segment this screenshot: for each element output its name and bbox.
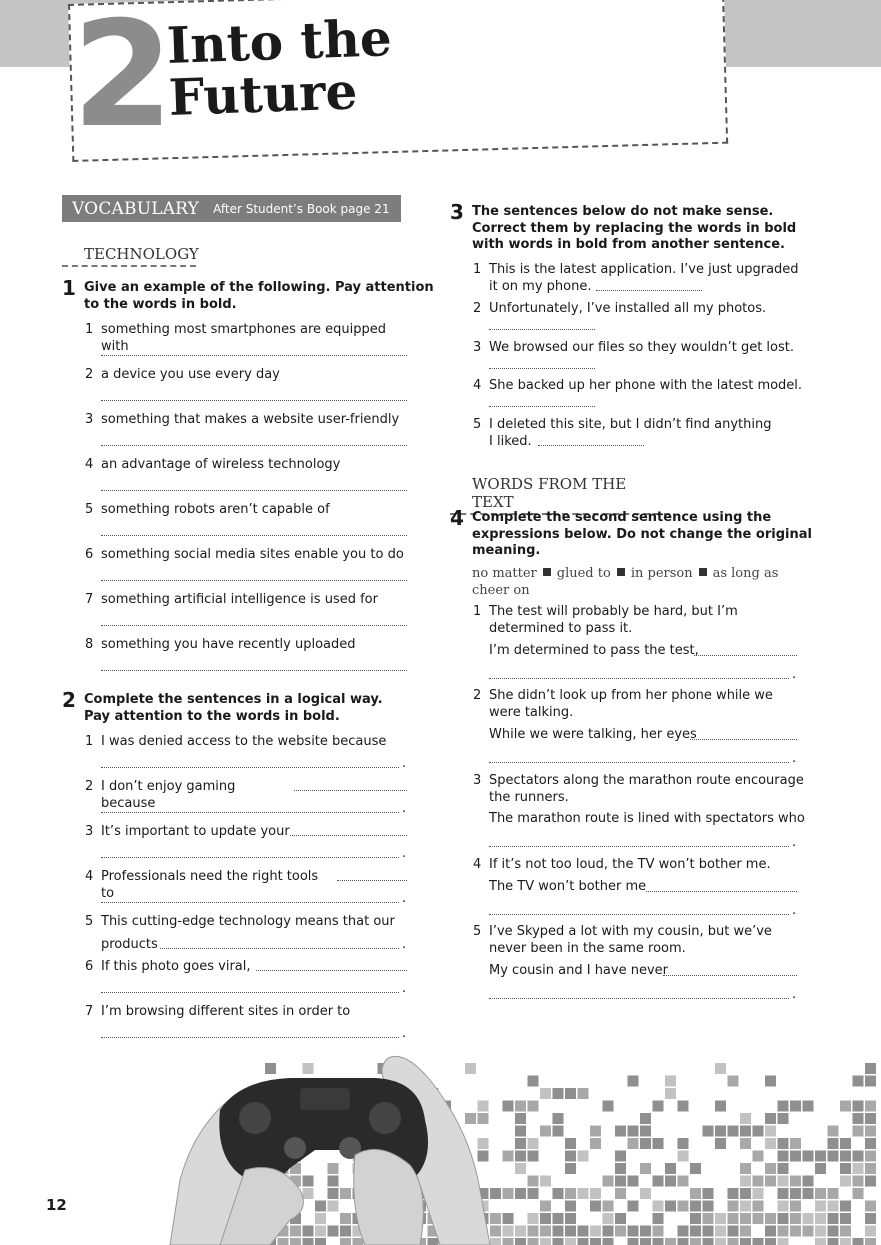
ex3-item-3 xyxy=(473,340,813,357)
item-number: 5 xyxy=(85,914,94,929)
expression: cheer on xyxy=(472,583,530,598)
answer-line[interactable] xyxy=(101,670,407,671)
expression: as long as xyxy=(712,566,779,581)
answer-line[interactable] xyxy=(489,762,789,763)
item-text: never been in the same room. xyxy=(489,940,686,956)
item-prompt: The marathon route is lined with spectators who xyxy=(489,811,805,826)
ex4-prompt-1 xyxy=(489,643,699,660)
answer-line[interactable] xyxy=(101,535,407,536)
exercise-number: 3 xyxy=(450,200,464,224)
ex4-prompt-4 xyxy=(489,879,649,896)
subhead-technology-text: TECHNOLOGY xyxy=(84,245,199,263)
section-reference: After Student’s Book page 21 xyxy=(213,201,390,216)
ex1-item-4 xyxy=(85,457,415,474)
item-number: 7 xyxy=(85,1004,94,1019)
item-prompt: The TV won’t bother me xyxy=(489,879,647,894)
instruction-line: expressions below. Do not change the original xyxy=(472,526,812,542)
item-number: 1 xyxy=(85,322,94,337)
item-number: 5 xyxy=(473,924,482,939)
item-text: an advantage of wireless technology xyxy=(101,457,341,472)
item-number: 2 xyxy=(85,779,94,794)
answer-line[interactable] xyxy=(290,835,407,836)
ex4-item-4 xyxy=(473,857,813,874)
item-number: 4 xyxy=(85,869,94,884)
item-number: 2 xyxy=(473,688,482,703)
exercise-number: 2 xyxy=(62,688,76,712)
expression-box xyxy=(472,565,802,599)
item-text: a device you use every day xyxy=(101,367,280,382)
item-text: it on my phone. xyxy=(489,278,592,294)
answer-line[interactable] xyxy=(489,846,789,847)
item-text: The test will probably be hard, but I’m xyxy=(489,604,738,619)
item-number: 7 xyxy=(85,592,94,607)
item-text: determined to pass it. xyxy=(489,620,633,636)
ex1-item-8 xyxy=(85,637,415,654)
answer-line[interactable] xyxy=(101,1037,399,1038)
ex2-item-1 xyxy=(85,734,415,751)
instruction-line: to the words in bold. xyxy=(84,296,237,312)
expression: glued to xyxy=(556,566,611,581)
ex2-item-7 xyxy=(85,1004,415,1021)
instruction-line: The sentences below do not make sense. xyxy=(472,204,774,219)
answer-line[interactable] xyxy=(694,655,797,656)
item-text: I’ve Skyped a lot with my cousin, but we’ve xyxy=(489,924,772,939)
answer-line[interactable] xyxy=(101,580,407,581)
item-number: 3 xyxy=(473,773,482,788)
answer-line[interactable] xyxy=(256,970,407,971)
item-text: products xyxy=(101,937,158,952)
ex1-item-7 xyxy=(85,592,415,609)
subhead-technology xyxy=(62,245,199,267)
item-text: Professionals need the right tools to xyxy=(101,869,319,901)
answer-line[interactable] xyxy=(101,857,399,858)
expression: in person xyxy=(630,566,693,581)
square-bullet-icon xyxy=(543,568,551,576)
exercise-2-header xyxy=(62,688,383,725)
instruction-line: Give an example of the following. Pay attention xyxy=(84,280,434,295)
ex4-prompt-3 xyxy=(489,811,809,828)
item-number: 3 xyxy=(85,824,94,839)
item-text: This cutting-edge technology means that our xyxy=(101,914,395,929)
instruction-line: Complete the second sentence using the xyxy=(472,510,772,525)
ex1-item-3 xyxy=(85,412,415,429)
item-number: 4 xyxy=(473,857,482,872)
item-number: 4 xyxy=(85,457,94,472)
answer-line[interactable] xyxy=(596,290,702,291)
answer-line[interactable] xyxy=(294,790,407,791)
subhead-words-from-text xyxy=(450,475,670,515)
ex2-item-4 xyxy=(85,869,335,902)
ex1-item-2 xyxy=(85,367,415,384)
item-text: something social media sites enable you to do xyxy=(101,547,404,562)
ex2-item-3 xyxy=(85,824,290,841)
answer-line[interactable] xyxy=(101,812,399,813)
item-number: 6 xyxy=(85,547,94,562)
answer-line[interactable] xyxy=(489,406,595,407)
exercise-instruction xyxy=(84,280,434,313)
item-number: 6 xyxy=(85,959,94,974)
ex1-item-5 xyxy=(85,502,415,519)
item-text: something robots aren’t capable of xyxy=(101,502,330,517)
answer-line[interactable] xyxy=(690,739,797,740)
section-label: VOCABULARY xyxy=(72,198,200,219)
unit-title xyxy=(165,8,394,127)
subhead-words-text: WORDS FROM THE TEXT xyxy=(472,475,627,511)
answer-line[interactable] xyxy=(101,400,407,401)
item-number: 3 xyxy=(85,412,94,427)
answer-line[interactable] xyxy=(489,998,789,999)
answer-line[interactable] xyxy=(663,975,797,976)
item-text: were talking. xyxy=(489,704,574,720)
square-bullet-icon xyxy=(699,568,707,576)
item-text: She backed up her phone with the latest model. xyxy=(489,378,803,393)
instruction-line: with words in bold from another sentence. xyxy=(472,237,785,252)
ex2-item-5-cont xyxy=(101,937,161,954)
exercise-instruction xyxy=(84,692,383,725)
answer-line[interactable] xyxy=(101,767,399,768)
item-prompt: While we were talking, her eyes xyxy=(489,727,697,742)
ex3-item-4 xyxy=(473,378,813,395)
unit-number: 2 xyxy=(72,0,168,160)
item-text: I’m browsing different sites in order to xyxy=(101,1004,351,1019)
page-number: 12 xyxy=(46,1196,67,1214)
answer-line[interactable] xyxy=(101,902,399,903)
item-text: If it’s not too loud, the TV won’t bother me. xyxy=(489,857,771,872)
item-number: 8 xyxy=(85,637,94,652)
item-text: We browsed our files so they wouldn’t get lost. xyxy=(489,340,795,355)
item-text: This is the latest application. I’ve just upgraded xyxy=(489,262,799,277)
item-text: I don’t enjoy gaming because xyxy=(101,779,236,811)
game-controller-photo-icon xyxy=(150,1040,510,1245)
square-bullet-icon xyxy=(617,568,625,576)
ex4-item-2 xyxy=(473,688,813,721)
item-text: I deleted this site, but I didn’t find anything xyxy=(489,417,772,432)
item-text: If this photo goes viral, xyxy=(101,959,251,974)
ex2-item-6 xyxy=(85,959,260,976)
answer-line[interactable] xyxy=(160,948,399,949)
exercise-instruction xyxy=(472,204,796,254)
item-text: I was denied access to the website because xyxy=(101,734,387,749)
instruction-line: Pay attention to the words in bold. xyxy=(84,708,340,724)
answer-line[interactable] xyxy=(101,992,399,993)
item-text: something artificial intelligence is used for xyxy=(101,592,378,607)
item-prompt: I’m determined to pass the test, xyxy=(489,643,699,658)
instruction-line: Complete the sentences in a logical way. xyxy=(84,692,383,707)
item-number: 5 xyxy=(473,417,482,432)
item-number: 1 xyxy=(473,604,482,619)
answer-line[interactable] xyxy=(646,891,797,892)
item-number: 5 xyxy=(85,502,94,517)
expression: no matter xyxy=(472,566,537,581)
exercise-3-header xyxy=(450,200,797,254)
item-number: 1 xyxy=(85,734,94,749)
exercise-instruction xyxy=(472,510,812,560)
unit-title-line2: Future xyxy=(167,61,359,127)
item-text: It’s important to update your xyxy=(101,824,290,839)
exercise-number: 4 xyxy=(450,506,464,530)
exercise-4-header xyxy=(450,506,812,560)
item-number: 1 xyxy=(473,262,482,277)
item-text: something most smartphones are equipped with xyxy=(101,322,387,354)
item-prompt: My cousin and I have never xyxy=(489,963,668,978)
answer-line[interactable] xyxy=(101,355,407,356)
exercise-1-header xyxy=(62,276,434,313)
item-number: 2 xyxy=(473,301,482,316)
ex4-item-3 xyxy=(473,773,813,806)
instruction-line: Correct them by replacing the words in bold xyxy=(472,220,797,236)
answer-line[interactable] xyxy=(538,445,644,446)
item-text: She didn’t look up from her phone while we xyxy=(489,688,773,703)
instruction-line: meaning. xyxy=(472,543,541,558)
item-text: the runners. xyxy=(489,789,569,805)
ex2-item-5 xyxy=(85,914,415,931)
answer-line[interactable] xyxy=(101,625,407,626)
item-number: 4 xyxy=(473,378,482,393)
answer-line[interactable] xyxy=(337,880,407,881)
item-text: Unfortunately, I’ve installed all my photos. xyxy=(489,301,767,316)
ex4-prompt-5 xyxy=(489,963,669,980)
item-text: something that makes a website user-friendly xyxy=(101,412,400,427)
item-text: Spectators along the marathon route encourage xyxy=(489,773,804,788)
ex4-prompt-2 xyxy=(489,727,699,744)
item-number: 3 xyxy=(473,340,482,355)
ex4-item-1 xyxy=(473,604,813,637)
ex2-item-2 xyxy=(85,779,290,812)
answer-line[interactable] xyxy=(489,914,789,915)
ex3-item-2 xyxy=(473,301,813,318)
item-text: I liked. xyxy=(489,433,532,449)
answer-line[interactable] xyxy=(489,368,595,369)
ex1-item-6 xyxy=(85,547,415,564)
answer-line[interactable] xyxy=(489,678,789,679)
item-number: 2 xyxy=(85,367,94,382)
ex4-item-5 xyxy=(473,924,813,957)
answer-line[interactable] xyxy=(101,490,407,491)
section-bar xyxy=(62,195,401,222)
answer-line[interactable] xyxy=(489,329,595,330)
exercise-number: 1 xyxy=(62,276,76,300)
item-text: something you have recently uploaded xyxy=(101,637,356,652)
unit-title-line1: Into the xyxy=(165,8,393,75)
ex1-item-1 xyxy=(85,322,415,355)
answer-line[interactable] xyxy=(101,445,407,446)
